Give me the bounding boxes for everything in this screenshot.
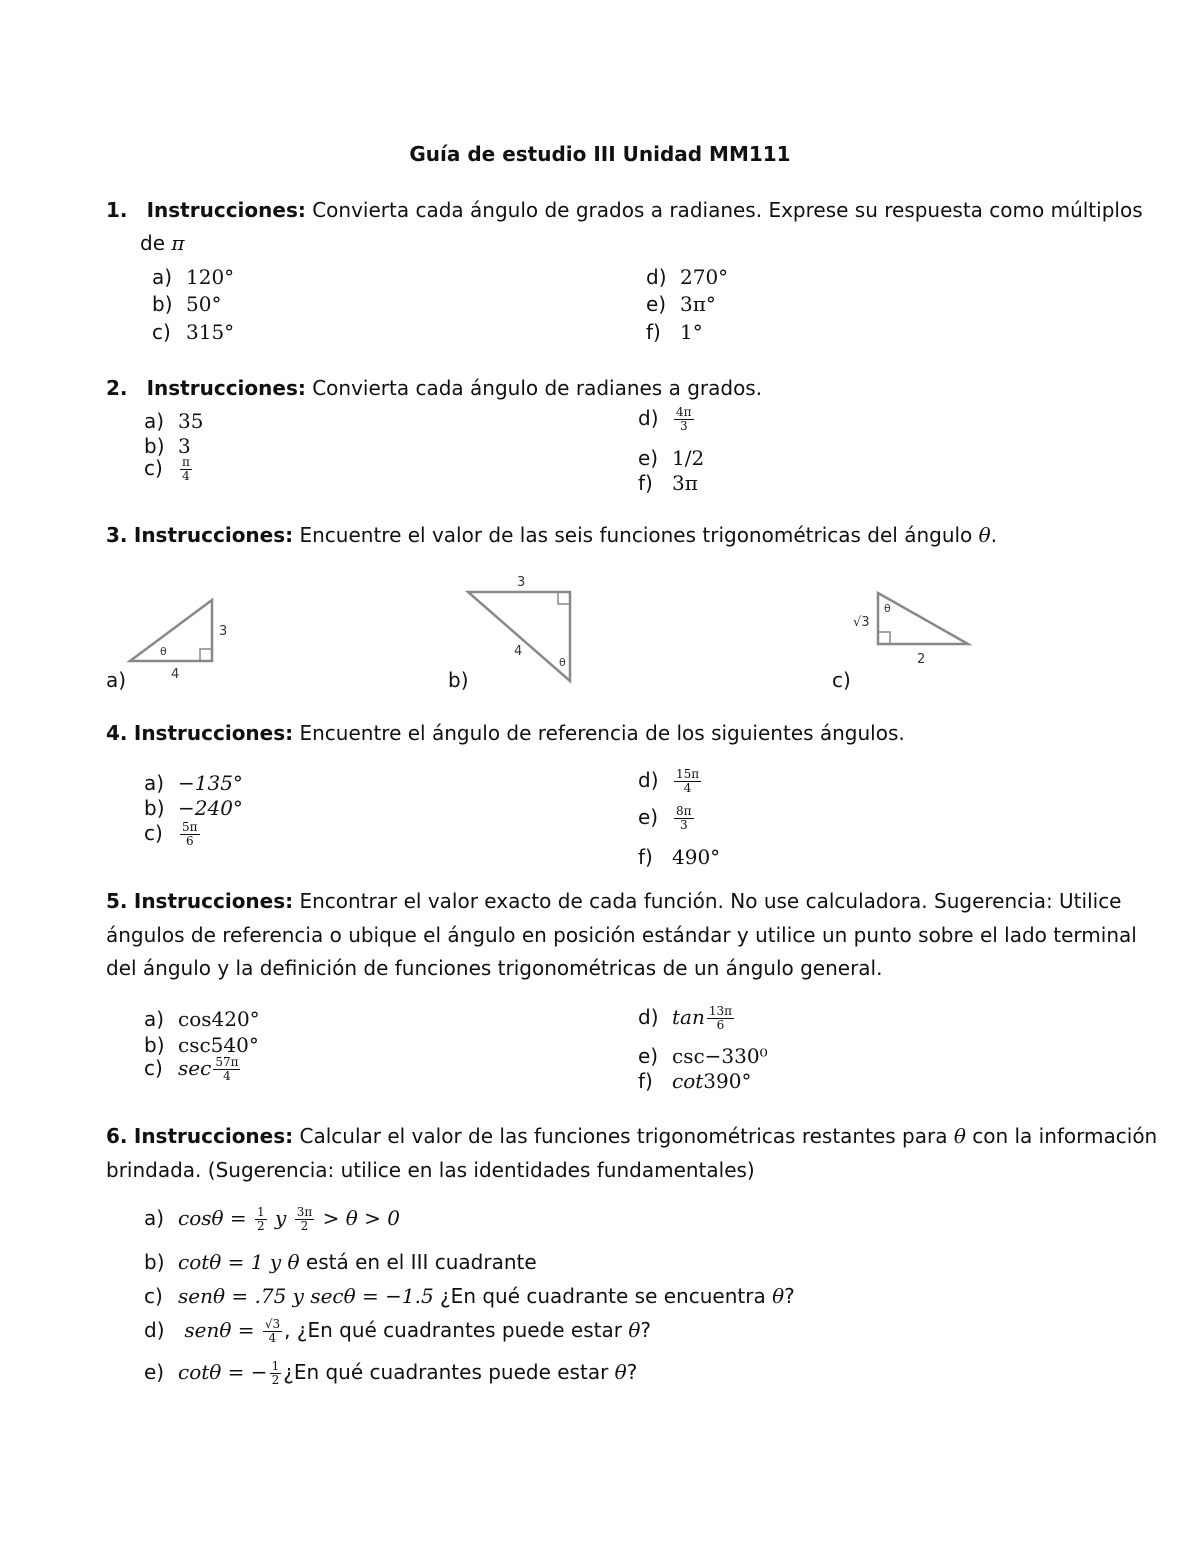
period: . <box>990 523 998 547</box>
instructions-text: Encuentre el ángulo de referencia de los siguientes ángulos. <box>293 721 905 745</box>
numerator: 1 <box>257 1205 265 1219</box>
section-number: 6. <box>106 1124 128 1148</box>
page-title: Guía de estudio III Unidad MM111 <box>409 142 791 166</box>
item-value: csc540° <box>178 1033 259 1057</box>
item-value: −240° <box>178 796 243 820</box>
triangle-c-angle: θ <box>884 602 891 615</box>
pi-symbol: π <box>171 231 185 255</box>
section-number: 5. <box>106 889 128 913</box>
list-item <box>638 446 704 470</box>
numerator: π <box>182 455 190 469</box>
numerator: 1 <box>271 1359 280 1373</box>
item-label: b) <box>144 1033 165 1057</box>
list-item <box>144 1033 259 1057</box>
inequality: > θ > 0 <box>316 1206 400 1230</box>
list-item <box>646 265 728 289</box>
fraction <box>674 805 694 832</box>
denominator: 4 <box>683 781 692 795</box>
item-label: a) <box>144 1007 165 1031</box>
section-2-heading <box>106 376 762 400</box>
section-5-line-2: ángulos de referencia o ubique el ángulo en posición estándar y utilice un punto sobre el lado terminal <box>106 923 1137 947</box>
triangle-a-angle: θ <box>160 645 167 658</box>
equation: senθ = .75 y secθ = −1.5 <box>178 1284 434 1308</box>
denominator: 2 <box>257 1219 265 1233</box>
item-value: 3 <box>178 434 191 458</box>
list-item <box>638 805 696 832</box>
fraction <box>263 1318 282 1345</box>
triangle-c <box>878 593 968 644</box>
numerator: 15π <box>676 767 700 781</box>
item-label: c) <box>144 456 163 480</box>
fraction <box>180 821 200 848</box>
denominator: 4 <box>223 1069 231 1083</box>
fraction <box>270 1360 282 1387</box>
list-item <box>144 1056 242 1083</box>
section-number: 4. <box>106 721 128 745</box>
item-label: b) <box>144 434 165 458</box>
item-value: 315° <box>186 320 235 344</box>
item-label: a) <box>144 409 165 433</box>
item-label: d) <box>646 265 667 289</box>
question-mark: ? <box>626 1360 638 1384</box>
numerator: 4π <box>676 405 692 419</box>
denominator: 3 <box>679 818 688 832</box>
theta-symbol: θ <box>978 523 991 547</box>
instructions-text: Encuentre el valor de las seis funciones trigonométricas del ángulo <box>293 523 979 547</box>
list-item <box>638 1044 768 1068</box>
item-label: e) <box>646 292 667 316</box>
equation: cotθ = 1 y θ <box>178 1250 300 1274</box>
item-label: d) <box>144 1318 165 1342</box>
item-label: f) <box>646 320 661 344</box>
item-text: ¿En qué cuadrantes puede estar <box>283 1360 615 1384</box>
item-label: e) <box>144 1360 165 1384</box>
section-number: 1. <box>106 198 128 222</box>
list-item <box>144 821 202 848</box>
numerator: 3π <box>296 1205 313 1219</box>
instructions-label: Instrucciones: <box>146 376 306 400</box>
item-value: −135° <box>178 771 243 795</box>
list-item <box>638 471 698 495</box>
item-label: e) <box>638 805 659 829</box>
item-value: 35 <box>178 409 204 433</box>
item-label: f) <box>638 471 653 495</box>
list-item <box>144 409 203 433</box>
fraction <box>180 456 192 483</box>
numerator: 57π <box>215 1055 239 1069</box>
question-mark: ? <box>784 1284 795 1308</box>
section-3-heading <box>106 523 997 547</box>
theta-symbol: θ <box>628 1318 641 1342</box>
item-label: c) <box>144 1056 163 1080</box>
triangle-b-hypotenuse: 4 <box>514 644 523 659</box>
section-4-heading <box>106 721 905 745</box>
section-5-line-3: del ángulo y la definición de funciones trigonométricas de un ángulo general. <box>106 956 883 980</box>
item-label: d) <box>638 768 659 792</box>
section-number: 2. <box>106 376 128 400</box>
equation: senθ = <box>184 1318 261 1342</box>
list-item <box>638 1069 751 1093</box>
item-label: b) <box>152 292 173 316</box>
item-label: f) <box>638 1069 653 1093</box>
instructions-label: Instrucciones: <box>133 721 294 745</box>
triangle-b-label: b) <box>448 668 469 692</box>
item-label: a) <box>144 771 165 795</box>
item-label: a) <box>144 1206 165 1230</box>
item-label: d) <box>638 406 659 430</box>
triangle-a-side-horizontal: 4 <box>171 667 180 682</box>
list-item <box>144 1206 400 1233</box>
item-value: csc−330⁰ <box>672 1044 768 1068</box>
list-item <box>638 406 696 433</box>
equation: cotθ = − <box>178 1360 268 1384</box>
triangle-a-label: a) <box>106 668 127 692</box>
denominator: 6 <box>716 1018 725 1032</box>
function-name: tan <box>672 1005 705 1029</box>
item-value: 1/2 <box>672 446 705 470</box>
theta-symbol: θ <box>953 1124 966 1148</box>
list-item <box>152 320 234 344</box>
section-1-heading-cont <box>140 231 185 255</box>
numerator: √3 <box>264 1317 281 1331</box>
item-label: b) <box>144 1250 165 1274</box>
numerator: 5π <box>182 820 198 834</box>
item-value: 1° <box>680 320 703 344</box>
conjunction: y <box>268 1206 293 1230</box>
fraction <box>295 1206 315 1233</box>
item-label: c) <box>144 1284 163 1308</box>
item-value: 50° <box>186 292 222 316</box>
question-mark: ? <box>640 1318 651 1342</box>
denominator: 3 <box>679 419 688 433</box>
denominator: 2 <box>300 1219 309 1233</box>
section-1-heading <box>106 198 1143 222</box>
list-item <box>638 768 703 795</box>
numerator: 8π <box>676 804 692 818</box>
list-item <box>152 265 234 289</box>
denominator: 4 <box>182 469 190 483</box>
list-item <box>144 1284 795 1308</box>
item-label: f) <box>638 845 653 869</box>
section-number: 3. <box>106 523 128 547</box>
item-label: d) <box>638 1005 659 1029</box>
item-label: b) <box>144 796 165 820</box>
triangle-c-side-horizontal: 2 <box>917 652 926 667</box>
item-label: c) <box>152 320 171 344</box>
list-item <box>144 456 194 483</box>
item-value: 490° <box>672 845 721 869</box>
list-item <box>152 292 221 316</box>
item-value: 120° <box>186 265 235 289</box>
instructions-label: Instrucciones: <box>133 523 294 547</box>
triangle-c-side-vertical: √3 <box>853 615 870 630</box>
triangle-a-side-vertical: 3 <box>219 624 228 639</box>
item-value: 390° <box>703 1069 752 1093</box>
item-text: , ¿En qué cuadrantes puede estar <box>284 1318 629 1342</box>
list-item <box>144 796 243 820</box>
fraction <box>707 1005 734 1032</box>
fraction <box>255 1206 267 1233</box>
triangle-b-angle: θ <box>559 656 566 669</box>
fraction <box>674 768 701 795</box>
instructions-text: Convierta cada ángulo de radianes a grados. <box>305 376 763 400</box>
numerator: 13π <box>708 1004 732 1018</box>
instructions-text: Convierta cada ángulo de grados a radianes. Exprese su respuesta como múltiplos <box>305 198 1143 222</box>
list-item <box>638 845 720 869</box>
item-label: a) <box>152 265 173 289</box>
item-value: 3π° <box>680 292 716 316</box>
triangle-b <box>468 592 570 681</box>
instructions-text: Calcular el valor de las funciones trigonométricas restantes para <box>293 1124 954 1148</box>
item-text: está en el III cuadrante <box>299 1250 537 1274</box>
section-6-heading <box>106 1124 1157 1148</box>
triangle-a <box>130 600 212 661</box>
equation: cosθ = <box>178 1206 254 1230</box>
instructions-text: de <box>140 231 172 255</box>
instructions-label: Instrucciones: <box>146 198 306 222</box>
fraction <box>674 406 694 433</box>
item-text: ¿En qué cuadrante se encuentra <box>433 1284 773 1308</box>
list-item <box>646 320 703 344</box>
item-value: 270° <box>680 265 729 289</box>
triangle-c-label: c) <box>832 668 851 692</box>
item-value: 3π <box>672 471 698 495</box>
triangle-b-side-top: 3 <box>517 575 526 590</box>
item-value: cos420° <box>178 1007 260 1031</box>
instructions-text: con la información <box>965 1124 1158 1148</box>
list-item <box>144 1250 537 1274</box>
fraction <box>213 1056 240 1083</box>
theta-symbol: θ <box>772 1284 785 1308</box>
triangle-figures <box>0 560 1200 700</box>
list-item <box>144 1007 260 1031</box>
instructions-label: Instrucciones: <box>133 889 294 913</box>
item-label: e) <box>638 1044 659 1068</box>
theta-symbol: θ <box>614 1360 627 1384</box>
list-item <box>144 1360 637 1387</box>
list-item <box>646 292 716 316</box>
item-label: e) <box>638 446 659 470</box>
instructions-text: Encontrar el valor exacto de cada función. No use calculadora. Sugerencia: Utilice <box>293 889 1122 913</box>
function-name: cot <box>672 1069 704 1093</box>
denominator: 4 <box>268 1331 277 1345</box>
list-item <box>144 771 243 795</box>
section-6-line-2: brindada. (Sugerencia: utilice en las identidades fundamentales) <box>106 1158 755 1182</box>
function-name: sec <box>178 1056 212 1080</box>
denominator: 6 <box>185 834 194 848</box>
list-item <box>144 1318 651 1345</box>
item-label: c) <box>144 821 163 845</box>
list-item <box>638 1005 736 1032</box>
denominator: 2 <box>271 1373 280 1387</box>
section-5-heading <box>106 889 1122 913</box>
instructions-label: Instrucciones: <box>133 1124 294 1148</box>
